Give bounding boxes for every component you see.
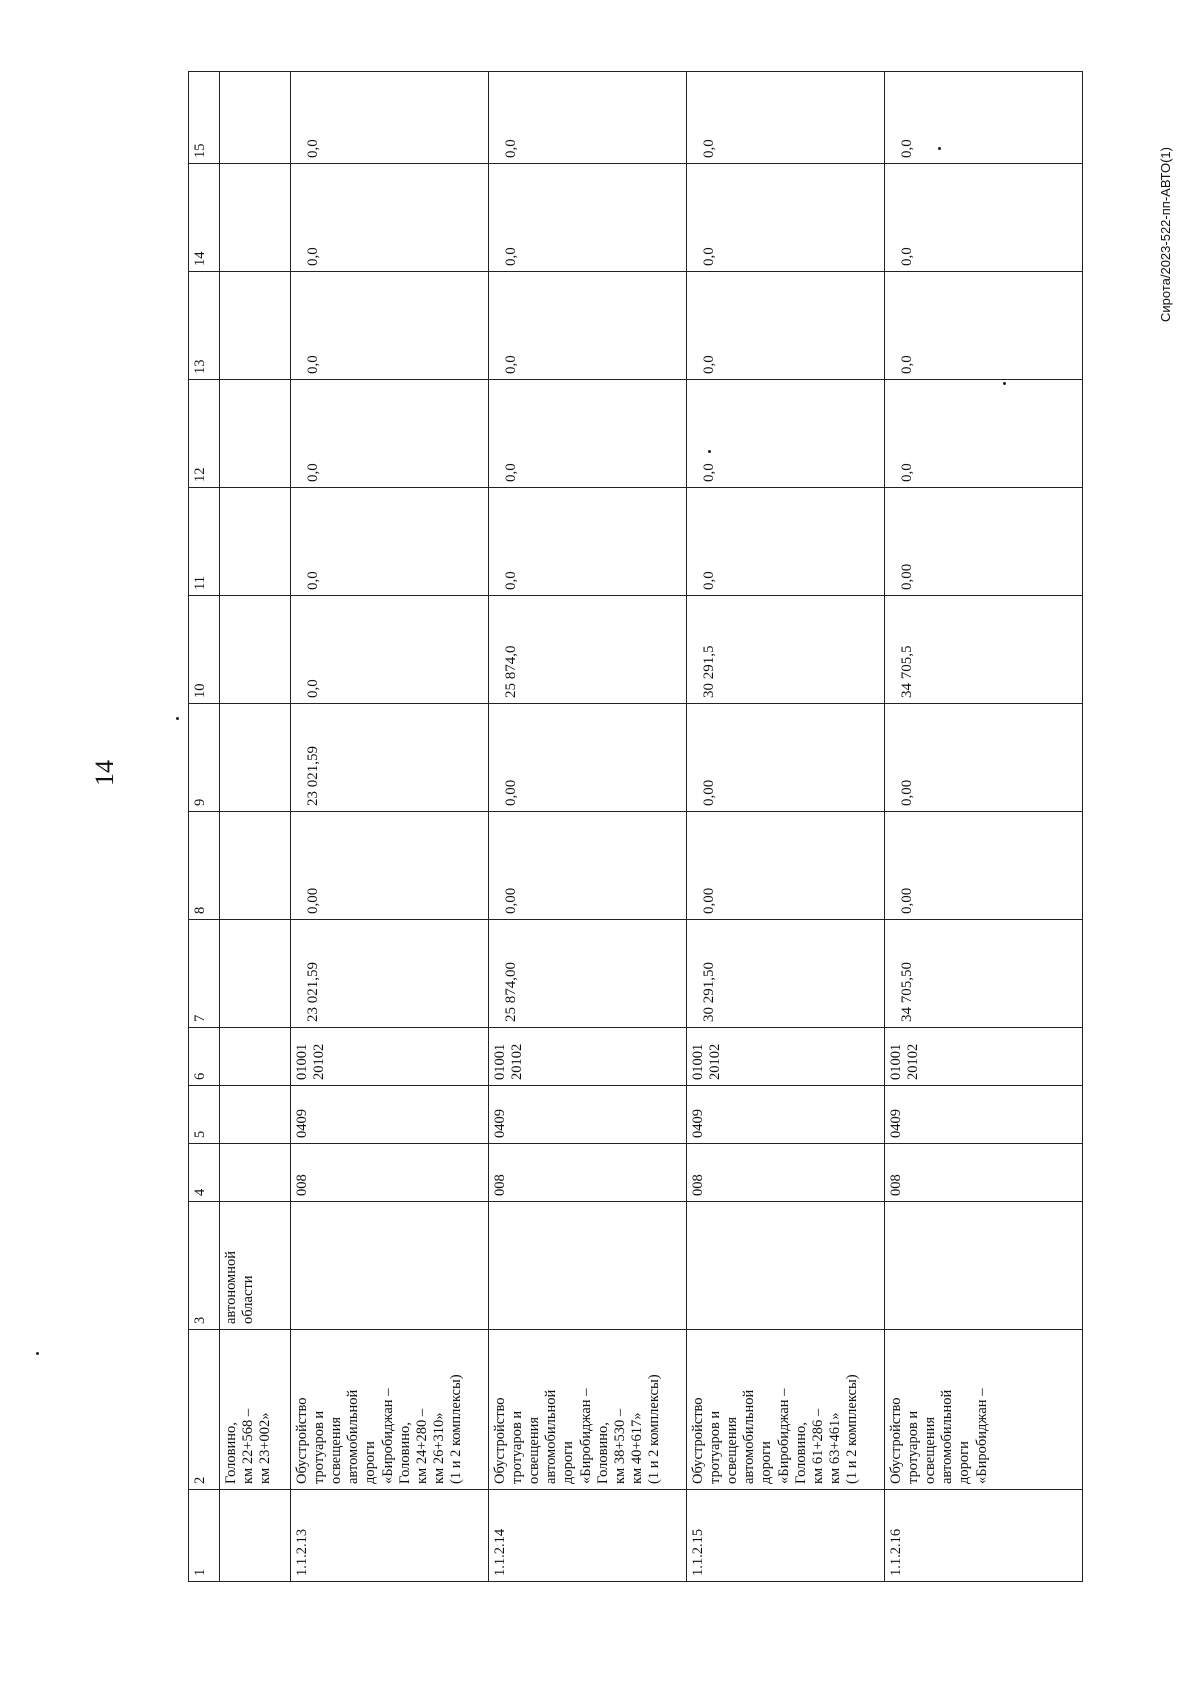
c6-line: 20102 — [707, 1043, 724, 1080]
cell-c14: 0,0 — [885, 164, 1083, 272]
cell-c10: 34 705,5 — [885, 596, 1083, 704]
name-line: (1 и 2 комплексы) — [645, 1374, 662, 1484]
table-row — [291, 72, 489, 1582]
continued-row — [220, 72, 291, 1582]
page-number: 14 — [90, 760, 119, 786]
cell-name — [291, 1330, 489, 1490]
cell-c6 — [489, 1028, 687, 1086]
cell-c5: 0409 — [489, 1086, 687, 1144]
name-line: тротуаров и — [905, 1410, 922, 1484]
cell-c12: 0,0 — [291, 380, 489, 488]
cell-c7: 30 291,50 — [687, 920, 885, 1028]
cell-c9: 0,00 — [885, 704, 1083, 812]
name-line: автомобильной — [345, 1389, 362, 1484]
name-line: Обустройство — [294, 1397, 310, 1484]
c6-line: 01001 — [690, 1043, 706, 1080]
cell-c13: 0,0 — [885, 272, 1083, 380]
cell-c11: 0,0 — [687, 488, 885, 596]
cell-empty — [220, 72, 291, 164]
name-line: «Биробиджан – — [775, 1388, 792, 1484]
name-line: (1 и 2 комплексы) — [843, 1374, 860, 1484]
budget-table-container — [188, 72, 1083, 1582]
name-line: Головино, — [223, 1422, 239, 1484]
cell-empty — [220, 1028, 291, 1086]
name-line: дороги — [362, 1441, 379, 1484]
row-id: 1.1.2.16 — [885, 1490, 1083, 1582]
column-number: 7 — [189, 920, 220, 1028]
table-row — [687, 72, 885, 1582]
cell-c8: 0,00 — [885, 812, 1083, 920]
cell-executor — [489, 1202, 687, 1330]
name-line: Головино, — [792, 1422, 809, 1484]
c6-line: 20102 — [509, 1043, 526, 1080]
cell-c11: 0,0 — [489, 488, 687, 596]
column-number: 11 — [189, 488, 220, 596]
cell-empty — [220, 812, 291, 920]
cell-c11: 0,0 — [291, 488, 489, 596]
cell-c12: 0,0 — [885, 380, 1083, 488]
cell-c9: 0,00 — [489, 704, 687, 812]
name-line: автомобильной — [741, 1389, 758, 1484]
column-number: 10 — [189, 596, 220, 704]
cell-empty — [220, 704, 291, 812]
row-id: 1.1.2.14 — [489, 1490, 687, 1582]
row-id: 1.1.2.13 — [291, 1490, 489, 1582]
name-line: освещения — [526, 1416, 543, 1484]
c6-line: 01001 — [888, 1043, 904, 1080]
cell-c4: 008 — [291, 1144, 489, 1202]
cell-c6 — [885, 1028, 1083, 1086]
cell-c13: 0,0 — [291, 272, 489, 380]
cell-c5: 0409 — [687, 1086, 885, 1144]
cell-empty — [220, 164, 291, 272]
cell-c9: 0,00 — [687, 704, 885, 812]
cell-c10: 0,0 — [291, 596, 489, 704]
table-row — [489, 72, 687, 1582]
c6-line: 01001 — [492, 1043, 508, 1080]
executor-line: области — [240, 1275, 257, 1324]
cell-c7: 23 021,59 — [291, 920, 489, 1028]
cell-c6 — [687, 1028, 885, 1086]
cell-empty — [220, 488, 291, 596]
budget-table — [188, 71, 1083, 1582]
column-number: 15 — [189, 72, 220, 164]
cell-empty — [220, 380, 291, 488]
column-number: 5 — [189, 1086, 220, 1144]
cell-executor — [291, 1202, 489, 1330]
column-number: 14 — [189, 164, 220, 272]
row-id: 1.1.2.15 — [687, 1490, 885, 1582]
name-line: км 63+461» — [826, 1412, 843, 1484]
name-line: Обустройство — [690, 1397, 706, 1484]
cell-c5: 0409 — [291, 1086, 489, 1144]
cell-c13: 0,0 — [489, 272, 687, 380]
cell-name — [687, 1330, 885, 1490]
cell-c12: 0,0 — [489, 380, 687, 488]
document-code: Сирота/2023-522-пп-АВТО(1) — [1158, 147, 1173, 322]
cell-c6 — [291, 1028, 489, 1086]
name-line: км 38+530 – — [611, 1408, 628, 1484]
cell-c8: 0,00 — [291, 812, 489, 920]
table-row — [885, 72, 1083, 1582]
scan-speck — [1003, 382, 1006, 385]
name-line: освещения — [724, 1416, 741, 1484]
cell-empty — [220, 1086, 291, 1144]
column-number: 12 — [189, 380, 220, 488]
cell-c14: 0,0 — [489, 164, 687, 272]
cell-name — [220, 1330, 291, 1490]
c6-line: 01001 — [294, 1043, 310, 1080]
cell-c15: 0,0 — [885, 72, 1083, 164]
name-line: освещения — [922, 1416, 939, 1484]
name-line: км 23+002» — [257, 1412, 274, 1484]
cell-c5: 0409 — [885, 1086, 1083, 1144]
name-line: автомобильной — [543, 1389, 560, 1484]
cell-c7: 25 874,00 — [489, 920, 687, 1028]
column-number: 6 — [189, 1028, 220, 1086]
scan-speck — [708, 450, 711, 453]
executor-line: автономной — [223, 1251, 239, 1324]
name-line: дороги — [956, 1441, 973, 1484]
name-line: Головино, — [594, 1422, 611, 1484]
column-number: 9 — [189, 704, 220, 812]
column-number: 3 — [189, 1202, 220, 1330]
name-line: км 26+310» — [430, 1412, 447, 1484]
name-line: (1 и 2 комплексы) — [447, 1374, 464, 1484]
name-line: Обустройство — [492, 1397, 508, 1484]
cell-name — [885, 1330, 1083, 1490]
cell-c8: 0,00 — [687, 812, 885, 920]
name-line: «Биробиджан – — [379, 1388, 396, 1484]
cell-empty — [220, 272, 291, 380]
c6-line: 20102 — [905, 1043, 922, 1080]
cell-empty — [220, 920, 291, 1028]
cell-c4: 008 — [489, 1144, 687, 1202]
column-number-row — [189, 72, 220, 1582]
cell-c13: 0,0 — [687, 272, 885, 380]
column-number: 1 — [189, 1490, 220, 1582]
column-number: 2 — [189, 1330, 220, 1490]
name-line: тротуаров и — [311, 1410, 328, 1484]
scan-speck — [36, 1352, 39, 1355]
name-line: км 61+286 – — [809, 1408, 826, 1484]
cell-empty — [220, 1490, 291, 1582]
cell-name — [489, 1330, 687, 1490]
scan-speck — [938, 147, 941, 150]
cell-executor — [687, 1202, 885, 1330]
cell-executor — [885, 1202, 1083, 1330]
cell-c12: 0,0 — [687, 380, 885, 488]
name-line: Обустройство — [888, 1397, 904, 1484]
name-line: Головино, — [396, 1422, 413, 1484]
cell-empty — [220, 1144, 291, 1202]
cell-empty — [220, 596, 291, 704]
cell-c15: 0,0 — [687, 72, 885, 164]
name-line: тротуаров и — [707, 1410, 724, 1484]
name-line: км 22+568 – — [240, 1408, 257, 1484]
cell-c14: 0,0 — [687, 164, 885, 272]
column-number: 13 — [189, 272, 220, 380]
name-line: тротуаров и — [509, 1410, 526, 1484]
name-line: дороги — [758, 1441, 775, 1484]
name-line: «Биробиджан – — [577, 1388, 594, 1484]
cell-c15: 0,0 — [489, 72, 687, 164]
name-line: км 24+280 – — [413, 1408, 430, 1484]
cell-c7: 34 705,50 — [885, 920, 1083, 1028]
c6-line: 20102 — [311, 1043, 328, 1080]
cell-executor — [220, 1202, 291, 1330]
cell-c15: 0,0 — [291, 72, 489, 164]
cell-c10: 30 291,5 — [687, 596, 885, 704]
cell-c14: 0,0 — [291, 164, 489, 272]
column-number: 8 — [189, 812, 220, 920]
name-line: дороги — [560, 1441, 577, 1484]
name-line: автомобильной — [939, 1389, 956, 1484]
name-line: км 40+617» — [628, 1412, 645, 1484]
cell-c9: 23 021,59 — [291, 704, 489, 812]
column-number: 4 — [189, 1144, 220, 1202]
scan-speck — [176, 717, 179, 720]
cell-c4: 008 — [687, 1144, 885, 1202]
cell-c11: 0,00 — [885, 488, 1083, 596]
name-line: освещения — [328, 1416, 345, 1484]
cell-c10: 25 874,0 — [489, 596, 687, 704]
cell-c8: 0,00 — [489, 812, 687, 920]
name-line: «Биробиджан – — [973, 1388, 990, 1484]
cell-c4: 008 — [885, 1144, 1083, 1202]
